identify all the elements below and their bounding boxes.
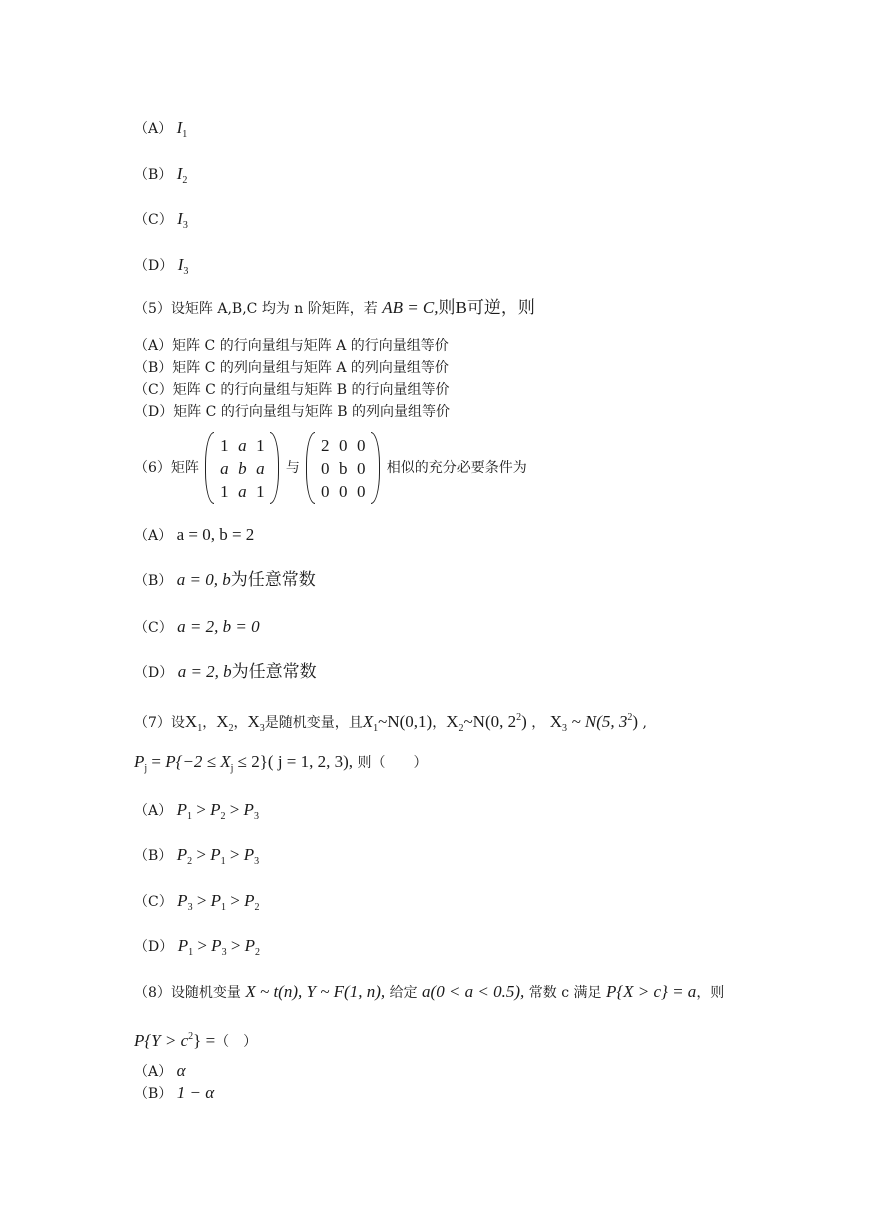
dist-2-end: ) [521, 712, 527, 731]
option-label: （D） [134, 939, 174, 955]
q7-option-a: （A） $P_1 > P_2 > P_3$ [134, 800, 259, 822]
option-math [177, 255, 189, 277]
dist-2: ~N(0, 2 [463, 712, 517, 731]
q5-option-d: （D）矩阵 C 的行向量组与矩阵 B 的列向量组等价 [134, 404, 451, 420]
matrix-cell: b [339, 459, 348, 478]
q8-stem [134, 982, 724, 1003]
matrix-cell: 0 [357, 482, 366, 501]
q6-conjunction: 与 [285, 460, 300, 476]
q6-option-d [134, 662, 317, 683]
option-label: （A） [134, 803, 173, 819]
option-subscript: 1 [182, 129, 188, 140]
q7-stem: （7）设$X_1$，$X_2$，$X_3$是随机变量，且$X_1\sim N(0,1)$，$X_2\sim N(0$, $2^2$) ， $X_3$ ~ N(5, $3^2$) , [134, 712, 647, 734]
option-label: （A） [134, 121, 173, 137]
separator: ， [432, 715, 447, 731]
left-paren [306, 432, 315, 504]
option-symbol: I [177, 255, 184, 274]
subscript: 1 [220, 856, 226, 867]
option-math: a = 0, b [176, 570, 231, 589]
option-subscript: 3 [182, 220, 188, 231]
subscript: 2 [187, 856, 193, 867]
q6-label: （6）矩阵 [134, 460, 199, 476]
matrix-cell: 0 [357, 459, 366, 478]
q8-line2-math: P{Y > c [134, 1031, 189, 1050]
q5-stem-math: AB = C, [382, 298, 439, 317]
left-paren [205, 432, 214, 504]
q8-math-1: X ~ t(n), Y ~ F(1, n), [245, 982, 386, 1001]
q8-line2-tail: （ ） [215, 1034, 258, 1050]
subscript: 3 [254, 856, 260, 867]
matrix-2 [306, 432, 380, 504]
q8-line2 [134, 1027, 257, 1052]
var-x1: X [184, 712, 198, 731]
subscript: 3 [259, 723, 265, 734]
option-label: （A） [134, 528, 173, 544]
option-label: （B） [134, 1086, 173, 1102]
q6-option-b [134, 570, 316, 591]
option-label: （D） [134, 258, 174, 274]
subscript: 1 [197, 723, 203, 734]
q8-text-3: ，则 [696, 985, 725, 1001]
matrix-cell: 0 [321, 482, 330, 501]
option-symbol: I [176, 118, 183, 137]
option-label: （D） [134, 665, 174, 681]
q8-option-b [134, 1083, 214, 1104]
option-symbol: I [177, 209, 183, 228]
q7-option-d: （D） $P_1 > P_3 > P_2$ [134, 936, 261, 958]
subscript: 2 [458, 723, 464, 734]
q7-line2-math: P{−2 ≤ X [165, 752, 231, 771]
matrix-cell: 1 [256, 482, 265, 501]
dist-1: ~N(0,1) [378, 712, 433, 731]
option-text: 为任意常数 [230, 570, 316, 589]
q5-stem-tail: 则B可逆，则 [438, 298, 535, 317]
matrix-cell: 1 [220, 482, 229, 501]
var-x1: X [362, 712, 374, 731]
separator: ， [202, 715, 217, 731]
matrix-cell: 1 [220, 436, 229, 455]
option-math: a = 2, b = 0 [177, 617, 260, 636]
q4-option-b [134, 164, 187, 191]
option-label: （C） [134, 212, 173, 228]
q8-label: （8）设随机变量 [134, 985, 241, 1001]
option-label: （C） [134, 620, 173, 636]
q8-math-3: P{X > c} = a [605, 982, 697, 1001]
q5-stem [134, 298, 535, 319]
matrix-cell: 2 [321, 436, 330, 455]
var-x2: X [216, 712, 229, 731]
matrix-1 [205, 432, 279, 504]
matrix-2-grid [316, 434, 370, 503]
option-subscript: 3 [183, 266, 189, 277]
matrix-cell: 0 [357, 436, 366, 455]
matrix-cell: b [238, 459, 247, 478]
var-x3: X [549, 712, 562, 731]
superscript: 2 [627, 712, 633, 723]
q7-line2-math-b: ≤ 2}( j = 1, 2, 3), [233, 752, 354, 771]
q7-mid-text: 是随机变量，且 [264, 715, 363, 731]
q5-option-a: （A）矩阵 C 的行向量组与矩阵 A 的行向量组等价 [134, 338, 449, 354]
matrix-cell: 0 [339, 436, 348, 455]
option-math: a = 0, b = 2 [176, 525, 255, 544]
option-text: 为任意常数 [231, 662, 317, 681]
option-label: （C） [134, 894, 173, 910]
right-paren [270, 432, 279, 504]
option-label: （B） [134, 573, 173, 589]
option-subscript: 2 [182, 175, 188, 186]
subscript: 1 [221, 902, 227, 913]
dist-3: ~ N(5, 3 [571, 712, 628, 731]
q7-line2-tail: 则（ ） [357, 755, 428, 771]
var-x2: X [446, 712, 459, 731]
dist-3-end: ) [632, 712, 639, 731]
right-paren [371, 432, 380, 504]
subscript: 3 [253, 811, 259, 822]
q8-option-a [134, 1061, 186, 1082]
q7-option-b: （B） $P_2 > P_1 > P_3$ [134, 845, 260, 867]
subscript: 1 [186, 811, 192, 822]
q4-option-d [134, 255, 188, 282]
subscript: 1 [373, 723, 379, 734]
q5-stem-text: （5）设矩阵 A,B,C 均为 n 阶矩阵，若 [134, 301, 383, 317]
subscript: 2 [255, 947, 261, 958]
matrix-1-grid [215, 434, 269, 503]
q6-option-a [134, 525, 254, 546]
separator: ， [233, 715, 248, 731]
subscript: 3 [561, 723, 567, 734]
matrix-cell: 0 [321, 459, 330, 478]
matrix-cell: a [238, 482, 247, 501]
var-x3: X [247, 712, 260, 731]
option-label: （B） [134, 848, 173, 864]
matrix-cell: a [220, 459, 229, 478]
subscript: 2 [228, 723, 234, 734]
option-label: （B） [134, 167, 173, 183]
matrix-cell: a [238, 436, 247, 455]
q8-text-2: 常数 c 满足 [528, 985, 602, 1001]
q7-option-c: （C） $P_3 > P_1 > P_2$ [134, 891, 260, 913]
matrix-cell: 0 [339, 482, 348, 501]
superscript: 2 [516, 712, 522, 723]
option-symbol: I [176, 164, 183, 183]
subscript: 3 [187, 902, 193, 913]
subscript: 2 [220, 811, 226, 822]
option-math: a = 2, b [177, 662, 232, 681]
matrix-cell: a [256, 459, 265, 478]
q5-option-b: （B）矩阵 C 的列向量组与矩阵 A 的列向量组等价 [134, 360, 449, 376]
matrix-cell: 1 [256, 436, 265, 455]
q8-math-2: a(0 < a < 0.5), [422, 982, 525, 1001]
q4-option-c [134, 209, 188, 236]
subscript: 1 [188, 947, 194, 958]
option-label: （A） [134, 1064, 173, 1080]
option-math: α [176, 1061, 186, 1080]
option-math [177, 209, 188, 231]
option-math: 1 − α [176, 1083, 215, 1102]
q6-option-c [134, 617, 260, 638]
subscript: 2 [254, 902, 260, 913]
q4-option-a [134, 118, 187, 145]
q5-option-c: （C）矩阵 C 的行向量组与矩阵 B 的行向量组等价 [134, 382, 450, 398]
option-math [176, 164, 188, 186]
superscript: 2 [188, 1031, 194, 1042]
q6-tail: 相似的充分必要条件为 [386, 460, 527, 476]
option-math [176, 118, 188, 140]
subscript: 3 [221, 947, 227, 958]
q8-line2-end: } = [193, 1031, 216, 1050]
q6-stem [134, 430, 527, 506]
q7-line2: $P_j = P\{-2 \le X_j \le 2\}$( j = 1, 2, 3), 则（ ） [134, 752, 428, 774]
q8-text-1: 给定 [389, 985, 418, 1001]
q7-label: （7）设 [134, 715, 185, 731]
